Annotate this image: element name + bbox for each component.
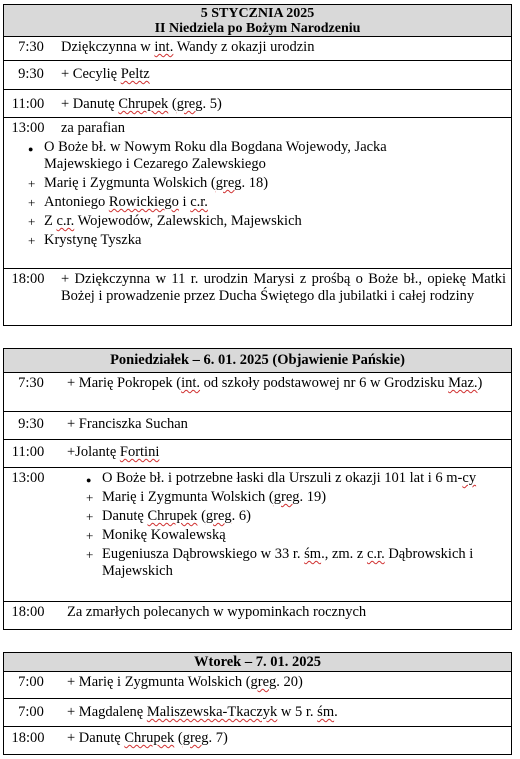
cross-icon: + [86, 490, 94, 505]
mass-row [4, 412, 511, 440]
cross-icon: + [28, 176, 36, 191]
cross-icon: + [86, 547, 94, 562]
mass-row [4, 269, 511, 325]
mass-row [4, 61, 511, 90]
cross-icon: + [86, 509, 94, 524]
mass-row [4, 699, 511, 727]
mass-time: 7:30 [18, 375, 44, 391]
list-item: + Z c.r. Wojewodów, Zalewskich, Majewskich [28, 213, 302, 229]
mass-row [4, 468, 511, 602]
mass-intention: + Magdalenę Maliszewska-Tkaczyk w 5 r. śm. [67, 704, 338, 720]
mass-intention: + Marię i Zygmunta Wolskich (greg. 20) [67, 674, 303, 690]
mass-time: 18:00 [11, 730, 45, 746]
mass-time: 9:30 [18, 66, 44, 82]
mass-intention: + Danutę Chrupek (greg. 7) [67, 730, 228, 746]
mass-intention: Dziękczynna w int. Wandy z okazji urodzin [61, 39, 315, 55]
mass-row [4, 440, 511, 468]
cross-icon: + [28, 233, 36, 248]
mass-time: 7:30 [18, 39, 44, 55]
mass-row [4, 37, 511, 61]
mass-row [4, 118, 511, 269]
mass-time: 7:00 [18, 674, 44, 690]
mass-time: 11:00 [11, 96, 45, 112]
mass-row [4, 373, 511, 412]
list-item: + Krystynę Tyszka [28, 232, 142, 248]
mass-row [4, 672, 511, 699]
list-item: O Boże bł. i potrzebne łaski dla Urszuli z okazji 101 lat i 6 m-cy [102, 470, 477, 486]
list-item: O Boże bł. w Nowym Roku dla Bogdana Wojewody, Jacka Majewskiego i Cezarego Zalewskiego [44, 139, 387, 172]
mass-intention: + Danutę Chrupek (greg. 5) [61, 96, 222, 112]
mass-time: 18:00 [11, 271, 45, 287]
list-item: + Eugeniusza Dąbrowskiego w 33 r. śm., zm. z c.r. Dąbrowskich i Majewskich [86, 546, 474, 579]
mass-row [4, 727, 511, 754]
intention-list [86, 470, 507, 582]
header-title: Wtorek – 7. 01. 2025 [193, 654, 321, 670]
list-item: + Danutę Chrupek (greg. 6) [86, 508, 252, 524]
mass-intention: Za zmarłych polecanych w wypominkach rocznych [67, 604, 367, 620]
cross-icon: + [28, 214, 36, 229]
section-header [4, 653, 511, 672]
mass-time: 9:30 [18, 416, 44, 432]
list-item: + Antoniego Rowickiego i c.r. [28, 194, 208, 210]
header-title: II Niedziela po Bożym Narodzeniu [154, 21, 361, 36]
schedule-tuesday-jan-7 [3, 652, 512, 755]
cross-icon: + [86, 528, 94, 543]
mass-time: 13:00 [11, 120, 45, 136]
list-item: + Marię i Zygmunta Wolskich (greg. 18) [28, 175, 269, 191]
cross-icon: + [28, 195, 36, 210]
mass-intention: + Marię Pokropek (int. od szkoły podstawowej nr 6 w Grodzisku Maz.) [67, 375, 483, 391]
mass-time: 11:00 [11, 444, 45, 460]
mass-time: 7:00 [18, 704, 44, 720]
list-item: + Monikę Kowalewską [86, 527, 226, 543]
mass-intention: + Franciszka Suchan [67, 416, 188, 432]
header-date: 5 STYCZNIA 2025 [200, 6, 315, 21]
schedule-sunday-jan-5 [3, 4, 512, 326]
mass-intention-intro: za parafian [61, 120, 125, 136]
mass-row [4, 90, 511, 118]
mass-time: 18:00 [11, 604, 45, 620]
mass-intention: +Jolantę Fortini [67, 444, 160, 460]
mass-intention: + Cecylię Peltz [61, 66, 150, 82]
mass-time: 13:00 [11, 470, 45, 486]
list-item: + Marię i Zygmunta Wolskich (greg. 19) [86, 489, 327, 505]
section-header [4, 349, 511, 373]
header-title: Poniedziałek – 6. 01. 2025 (Objawienie Pańskie) [110, 352, 405, 368]
schedule-monday-jan-6 [3, 348, 512, 630]
section-header [4, 5, 511, 37]
mass-intention: + Dziękczynna w 11 r. urodzin Marysi z prośbą o Boże bł., opiekę Matki Bożej i prowadzenie przez Ducha Świętego dla jubilatki i całej rodziny [61, 271, 506, 304]
mass-row [4, 602, 511, 629]
intention-list [28, 139, 444, 251]
